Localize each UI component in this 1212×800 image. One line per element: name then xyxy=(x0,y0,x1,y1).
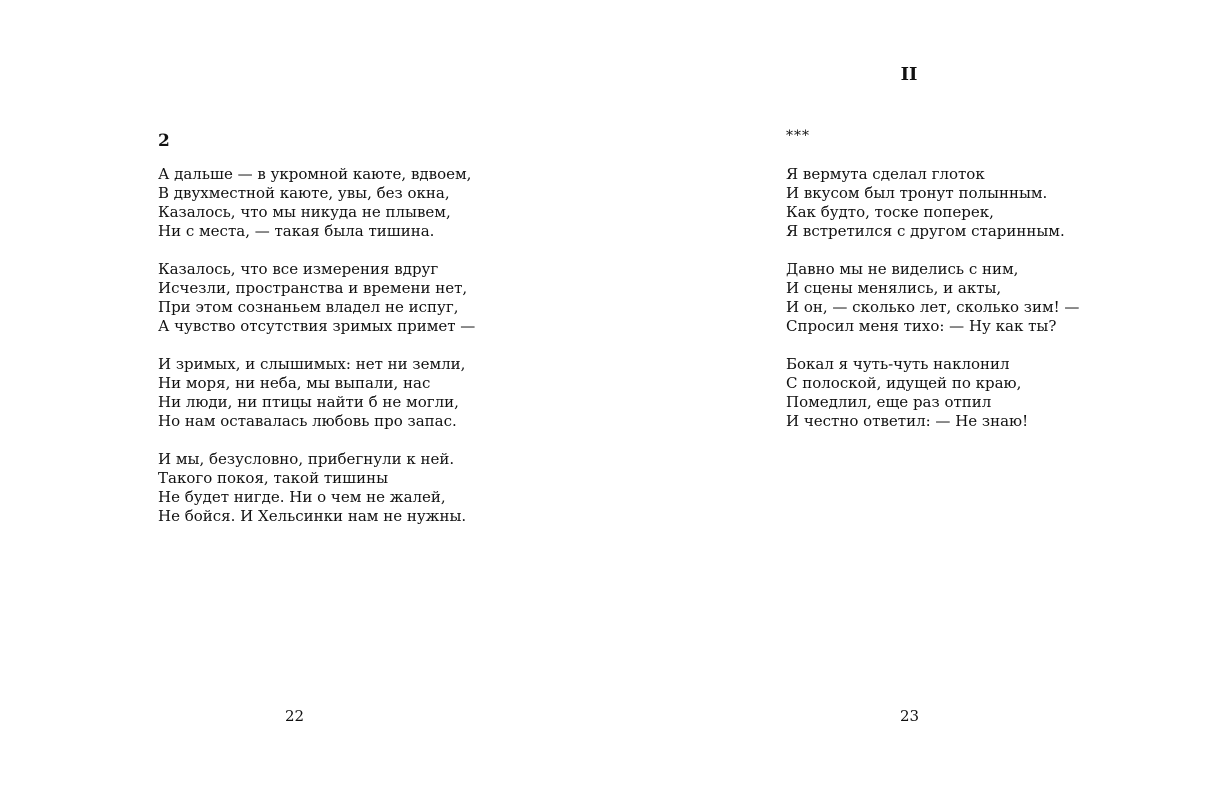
poem-line: Ни люди, ни птицы найти б не могли, xyxy=(158,393,459,411)
poem-line: А чувство отсутствия зримых примет — xyxy=(158,317,476,335)
poem-line: Исчезли, пространства и времени нет, xyxy=(158,279,468,297)
asterisks-separator: *** xyxy=(786,128,810,144)
poem-line: Бокал я чуть-чуть наклонил xyxy=(786,355,1010,373)
poem-line: С полоской, идущей по краю, xyxy=(786,374,1022,392)
poem-line: И мы, безусловно, прибегнули к ней. xyxy=(158,450,455,468)
poem-line: Казалось, что мы никуда не плывем, xyxy=(158,203,451,221)
stanza xyxy=(158,450,475,526)
poem-line: Но нам оставалась любовь про запас. xyxy=(158,412,457,430)
page-number: 22 xyxy=(285,707,305,725)
stanza xyxy=(786,260,1079,336)
poem-line: И честно ответил: — Не знаю! xyxy=(786,412,1029,430)
poem-left xyxy=(158,165,475,545)
poem-line: Спросил меня тихо: — Ну как ты? xyxy=(786,317,1057,335)
poem-line: И зримых, и слышимых: нет ни земли, xyxy=(158,355,466,373)
poem-line: При этом сознаньем владел не испуг, xyxy=(158,298,459,316)
poem-line: И сцены менялись, и акты, xyxy=(786,279,1002,297)
stanza xyxy=(158,355,475,431)
stanza xyxy=(786,165,1079,241)
stanza xyxy=(786,355,1079,431)
part-heading-text: II xyxy=(900,64,918,85)
poem-line: В двухместной каюте, увы, без окна, xyxy=(158,184,450,202)
part-heading xyxy=(606,64,1212,86)
poem-line: Казалось, что все измерения вдруг xyxy=(158,260,439,278)
poem-line: Не бойся. И Хельсинки нам не нужны. xyxy=(158,507,467,525)
poem-line: Я встретился с другом старинным. xyxy=(786,222,1065,240)
poem-line: Не будет нигде. Ни о чем не жалей, xyxy=(158,488,446,506)
poem-line: И он, — сколько лет, сколько зим! — xyxy=(786,298,1080,316)
poem-line: Такого покоя, такой тишины xyxy=(158,469,389,487)
poem-line: И вкусом был тронут полынным. xyxy=(786,184,1048,202)
poem-right xyxy=(786,165,1079,450)
stanza xyxy=(158,260,475,336)
page-number: 23 xyxy=(900,707,920,725)
right-page xyxy=(606,0,1212,800)
poem-line: Я вермута сделал глоток xyxy=(786,165,985,183)
poem-line: Помедлил, еще раз отпил xyxy=(786,393,992,411)
poem-line: Ни с места, — такая была тишина. xyxy=(158,222,435,240)
poem-line: Давно мы не виделись с ним, xyxy=(786,260,1019,278)
poem-line: Ни моря, ни неба, мы выпали, нас xyxy=(158,374,431,392)
stanza xyxy=(158,165,475,241)
section-number: 2 xyxy=(158,131,170,151)
poem-line: А дальше — в укромной каюте, вдвоем, xyxy=(158,165,472,183)
poem-line: Как будто, тоске поперек, xyxy=(786,203,994,221)
